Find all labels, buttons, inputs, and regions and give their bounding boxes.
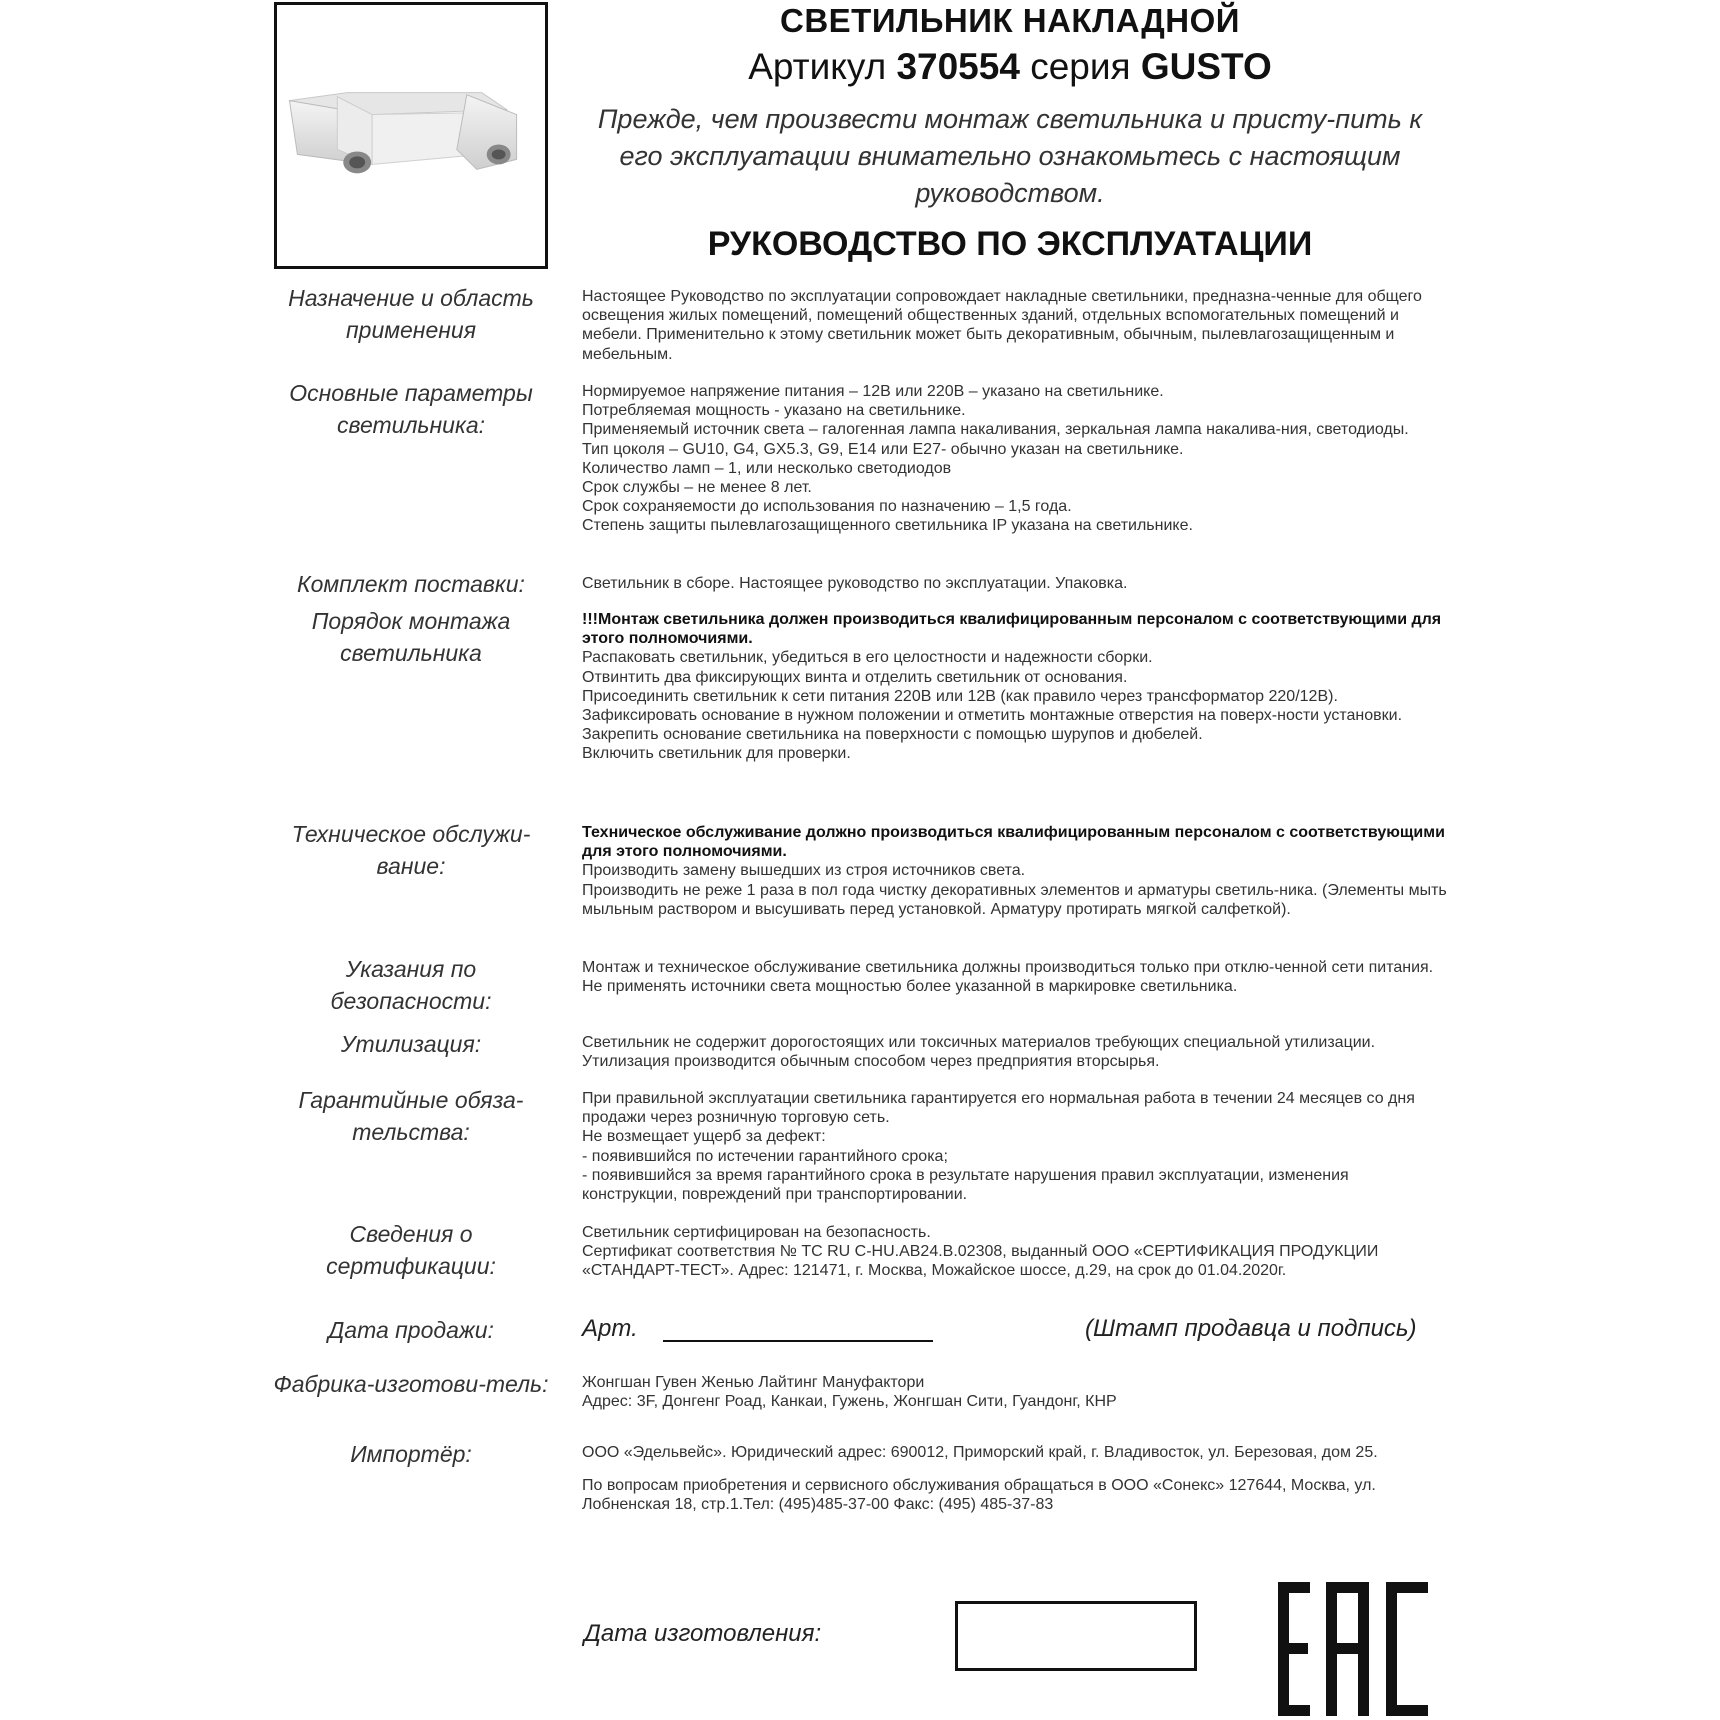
series-prefix: серия: [1019, 46, 1141, 87]
safety-label: Указания по безопасности:: [330, 956, 492, 1014]
maintenance-label: Техническое обслужи-вание:: [291, 821, 531, 879]
warranty-line: При правильной эксплуатации светильника гарантируется его нормальная работа в течении 24 месяцев со дня продажи через розничную торговую сеть.: [582, 1090, 1415, 1127]
document-title: СВЕТИЛЬНИК НАКЛАДНОЙ: [779, 2, 1241, 39]
warranty-line: - появившийся за время гарантийного срока в результате нарушения правил эксплуатации, изменения конструкции, повреждений при транспортировании.: [582, 1166, 1349, 1204]
article-prefix: Артикул: [748, 46, 897, 87]
manufacture-date-label: Дата изготовления:: [584, 1620, 822, 1647]
params-label: Основные параметры светильника:: [289, 380, 533, 438]
safety-line: Монтаж и техническое обслуживание светильника должны производиться только при отклю-ченной сети питания.: [582, 959, 1434, 976]
disposal-text: Светильник не содержит дорогостоящих или токсичных материалов требующих специальной утилизации. Утилизация производится обычным способом через предприятия вторсырья.: [582, 1034, 1376, 1071]
params-line: Нормируемое напряжение питания – 12В или 220В – указано на светильнике.: [582, 383, 1164, 400]
certification-line: Светильник сертифицирован на безопасность.: [582, 1224, 931, 1241]
importer-text: [582, 1443, 1447, 1515]
mounting-step: Отвинтить два фиксирующих винта и отделить светильник от основания.: [582, 668, 1128, 686]
disposal-label: Утилизация:: [340, 1031, 482, 1057]
manufacturer-label: Фабрика-изготови-тель:: [273, 1371, 549, 1397]
kit-label: Комплект поставки:: [297, 571, 525, 597]
article-field-label: Арт.: [582, 1315, 638, 1342]
mounting-step: Зафиксировать основание в нужном положении и отметить монтажные отверстия на поверх-ности установки. Закрепить основание светильника на поверхности с помощью шурупов и дюбелей.: [582, 707, 1403, 744]
params-line: Срок сохраняемости до использования по назначению – 1,5 года.: [582, 498, 1072, 516]
params-line: Применяемый источник света – галогенная лампа накаливания, зеркальная лампа накалива-ния, светодиоды.: [582, 421, 1409, 439]
eac-logo: [1278, 1582, 1428, 1716]
manufacturer-line: Жонгшан Гувен Женью Лайтинг Мануфактори: [582, 1374, 925, 1391]
product-image: [277, 5, 545, 266]
mounting-step: Включить светильник для проверки.: [582, 745, 851, 763]
params-line: Количество ламп – 1, или несколько светодиодов: [582, 459, 952, 477]
service-info: По вопросам приобретения и сервисного обслуживания обращаться в ООО «Сонекс» 127644, Москва, ул. Лобненская 18, стр.1.Тел: (495)485-37-00 Факс: (495) 485-37-83: [582, 1477, 1376, 1514]
params-text: [582, 382, 1447, 536]
sale-date-label: Дата продажи:: [328, 1317, 494, 1343]
importer-label: Импортёр:: [350, 1441, 472, 1467]
mounting-label: Порядок монтажа светильника: [311, 608, 511, 666]
maintenance-line: Производить не реже 1 раза в пол года чистку декоративных элементов и арматуры светиль-ника. (Элементы мыть мыльным раствором и высушивать перед установкой. Арматуру протирать мягкой салфеткой).: [582, 881, 1447, 918]
product-photo: [274, 2, 548, 269]
stamp-label: (Штамп продавца и подпись): [1085, 1315, 1417, 1342]
maintenance-line: Производить замену вышедших из строя источников света.: [582, 862, 1026, 880]
maintenance-warning: Техническое обслуживание должно производиться квалифицированным персоналом с соответствующими для этого полномочиями.: [582, 824, 1445, 861]
maintenance-text: [582, 823, 1447, 919]
certification-label: Сведения о сертификации:: [326, 1221, 496, 1279]
params-line: Срок службы – не менее 8 лет.: [582, 479, 812, 497]
series-name: GUSTO: [1140, 46, 1272, 87]
article-field-line: [663, 1340, 933, 1342]
purpose-text: Настоящее Руководство по эксплуатации сопровождает накладные светильники, предназна-ченные для общего освещения жилых помещений, помещений общественных зданий, отдельных вспомогательных помещений и мебели. Применительно к этому светильник может быть декоративным, обычным, пылевлагозащищенным и мебельным.: [582, 288, 1422, 363]
manufacturer-text: [582, 1373, 1447, 1411]
warranty-line: - появившийся по истечении гарантийного срока;: [582, 1147, 948, 1165]
manufacturer-line: Адрес: 3F, Донгенг Роад, Канкаи, Гужень, Жонгшан Сити, Гуандонг, КНР: [582, 1393, 1117, 1411]
importer-line: ООО «Эдельвейс». Юридический адрес: 690012, Приморский край, г. Владивосток, ул. Березовая, дом 25.: [582, 1444, 1378, 1461]
article-line: [560, 46, 1460, 88]
manufacture-date-box: [955, 1601, 1197, 1671]
certification-text: [582, 1223, 1447, 1281]
warranty-line: Не возмещает ущерб за дефект:: [582, 1128, 826, 1146]
article-number: 370554: [896, 46, 1020, 87]
params-line: Потребляемая мощность - указано на светильнике.: [582, 402, 966, 420]
params-line: Тип цоколя – GU10, G4, GX5.3, G9, E14 или E27- обычно указан на светильнике.: [582, 440, 1184, 458]
safety-line: Не применять источники света мощностью более указанной в маркировке светильника.: [582, 978, 1238, 996]
safety-text: [582, 958, 1447, 996]
mounting-text: [582, 610, 1447, 764]
purpose-label: Назначение и область применения: [288, 285, 534, 343]
manual-title: РУКОВОДСТВО ПО ЭКСПЛУАТАЦИИ: [707, 225, 1313, 263]
warning-text: Прежде, чем произвести монтаж светильника и присту-пить к его эксплуатации внимательно ознакомьтесь с настоящим руководством.: [597, 104, 1423, 208]
params-line: Степень защиты пылевлагозащищенного светильника IP указана на светильнике.: [582, 517, 1193, 535]
mounting-warning: !!!Монтаж светильника должен производиться квалифицированным персоналом с соответствующими для этого полномочиями.: [582, 611, 1442, 648]
warranty-label: Гарантийные обяза-тельства:: [298, 1087, 524, 1145]
mounting-step: Распаковать светильник, убедиться в его целостности и надежности сборки.: [582, 649, 1153, 667]
warranty-text: [582, 1089, 1447, 1204]
kit-text: Светильник в сборе. Настоящее руководство по эксплуатации. Упаковка.: [582, 575, 1128, 592]
certification-line: Сертификат соответствия № ТС RU C-HU.АВ24.В.02308, выданный ООО «СЕРТИФИКАЦИЯ ПРОДУКЦИИ «СТАНДАРТ-ТЕСТ». Адрес: 121471, г. Москва, Можайское шоссе, д.29, на срок до 01.04.2020г.: [582, 1243, 1379, 1280]
mounting-step: Присоединить светильник к сети питания 220В или 12В (как правило через трансформатор 220/12В).: [582, 687, 1338, 705]
